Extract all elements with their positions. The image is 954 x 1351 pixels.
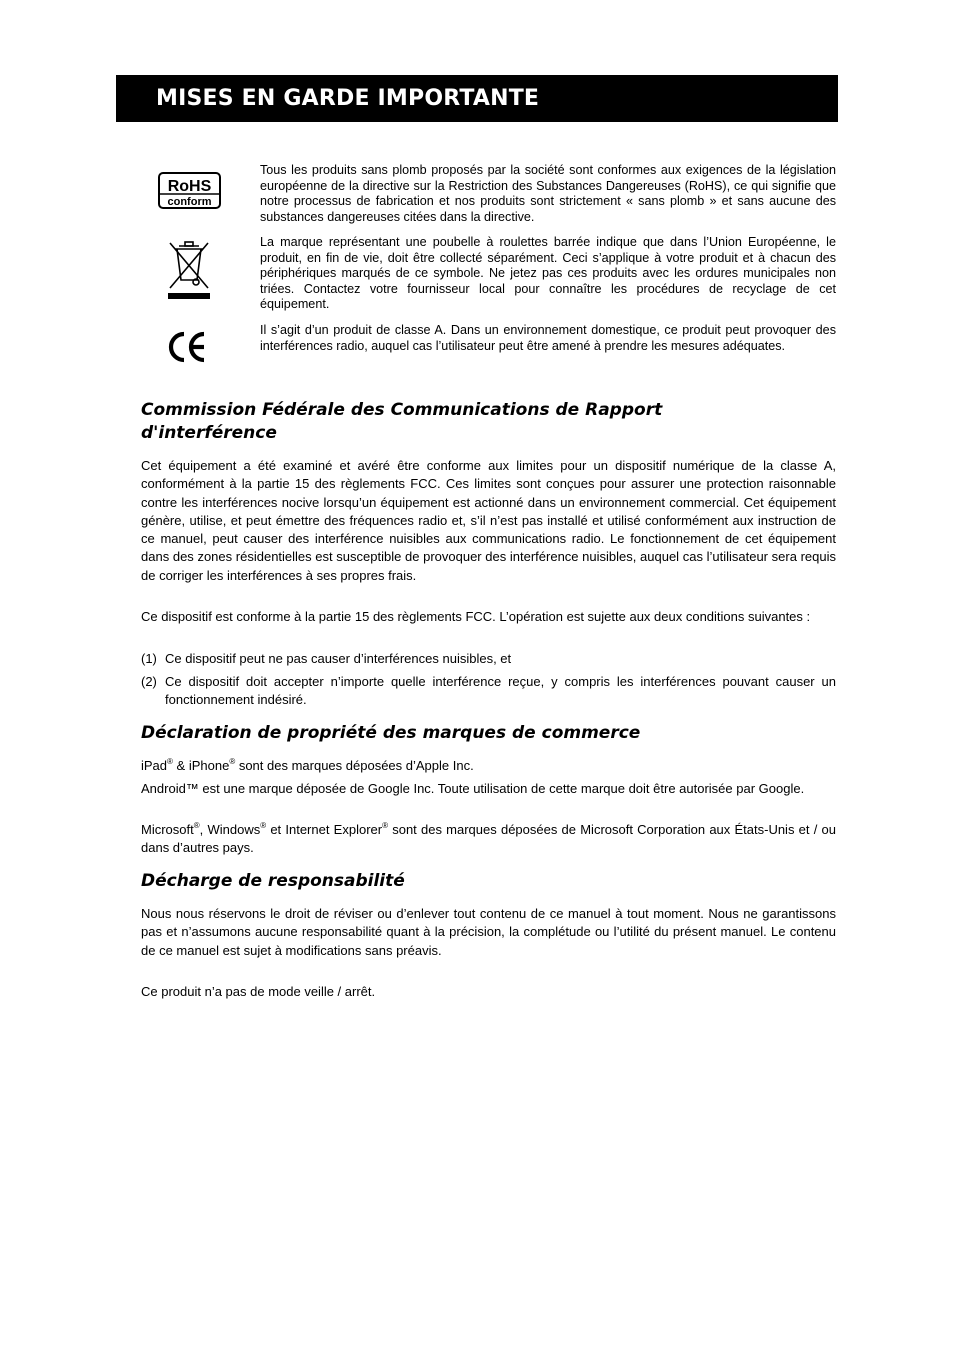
registered-mark: ®: [382, 821, 388, 830]
windows-name: , Windows: [199, 822, 261, 837]
rohs-logo-icon: [158, 172, 221, 209]
ce-mark-icon: [166, 330, 208, 364]
condition-number: (2): [141, 674, 157, 689]
ce-notice: Il s’agit d’un produit de classe A. Dans un environnement domestique, ce produit peut provoquer des interférences radio, auquel cas l’utilisateur peut être amené à prendre les mesures adéquates.: [260, 323, 836, 353]
banner-title: MISES EN GARDE IMPORTANTE: [156, 86, 540, 111]
android-trademark: Android™ est une marque déposée de Google Inc. Toute utilisation de cette marque doit être autorisée par Google.: [141, 781, 805, 796]
page-banner: [116, 75, 838, 122]
crossed-out-wheelie-bin-icon: [166, 240, 212, 302]
microsoft-name: Microsoft: [141, 822, 194, 837]
weee-notice: La marque représentant une poubelle à roulettes barrée indique que dans l’Union Européenne, le produit, en fin de vie, doit être collecté séparément. Ceci s’applique à votre produit et à chacun des périphériques marqués de ce symbole. Ne jetez pas ces produits avec les ordures municipales non triées. Contactez votre fournisseur local pour connaître les procédures de recyclage de cet équipement.: [260, 235, 836, 312]
ie-name: et Internet Explorer: [266, 822, 383, 837]
registered-mark: ®: [193, 821, 200, 830]
fcc-paragraph-1: Cet équipement a été examiné et avéré être conforme aux limites pour un dispositif numérique de la classe A, conformément à la partie 15 des règlements FCC. Ces limites sont conçues pour assurer une protection raisonnable contre les interférences nocive lorsqu’un équipement est actionné dans un environnement commercial. Cet équipement génère, utilise, et peut émettre des fréquences radio et, s’il n’est pas installé et utilisé conformément aux instruction de ce manuel, peut causer des interférence nuisibles aux communications radio. Le fonctionnement de cet équipement dans des zones résidentielles est susceptible de provoquer des interférence nuisibles, auquel cas l’utilisateur sera requis de corriger les interférences à ses propres frais.: [141, 458, 836, 583]
apple-trademark: [141, 757, 836, 775]
iphone-name: & iPhone: [172, 758, 230, 773]
registered-mark: ®: [260, 821, 267, 830]
fcc-paragraph-2: Ce dispositif est conforme à la partie 15 des règlements FCC. L’opération est sujette aux deux conditions suivantes :: [141, 609, 811, 624]
trademarks-heading: Déclaration de propriété des marques de commerce: [141, 723, 641, 743]
condition-text: Ce dispositif doit accepter n’importe quelle interférence reçue, y compris les interférences pouvant causer un fonctionnement indésiré.: [165, 674, 836, 708]
standby-statement: Ce produit n’a pas de mode veille / arrêt.: [141, 984, 376, 999]
registered-mark: ®: [229, 757, 236, 766]
microsoft-trademark: [141, 821, 836, 858]
apple-trademark-rest: sont des marques déposées d’Apple Inc.: [235, 758, 474, 773]
condition-text: Ce dispositif peut ne pas causer d’interférences nuisibles, et: [165, 651, 512, 666]
microsoft-trademark-rest: sont des marques déposées de Microsoft Corporation aux États-Unis et / ou dans d’autres pays.: [141, 822, 836, 856]
condition-number: (1): [141, 651, 157, 666]
fcc-heading: Commission Fédérale des Communications de Rapport d'interférence: [141, 400, 663, 443]
fcc-condition-1: [141, 650, 836, 668]
ipad-name: iPad: [141, 758, 168, 773]
rohs-logo-top-text: RoHS: [167, 178, 212, 195]
disclaimer-text: Nous nous réservons le droit de réviser ou d’enlever tout contenu de ce manuel à tout moment. Nous ne garantissons pas et n’assumons aucune responsabilité quant à la précision, la complétude ou l’utilité du présent manuel. Le contenu de ce manuel est sujet à modifications sans préavis.: [141, 906, 836, 958]
disclaimer-heading: Décharge de responsabilité: [141, 871, 405, 891]
fcc-condition-2: [141, 673, 836, 710]
rohs-logo-bottom-text: conform: [167, 196, 212, 208]
registered-mark: ®: [167, 757, 173, 766]
rohs-notice: Tous les produits sans plomb proposés par la société sont conformes aux exigences de la législation européenne de la directive sur la Restriction des Substances Dangereuses (RoHS), ce qui signifie que notre processus de fabrication et nos produits sont strictement « sans plomb » et sans aucune des substances dangereuses citées dans la directive.: [260, 163, 836, 224]
